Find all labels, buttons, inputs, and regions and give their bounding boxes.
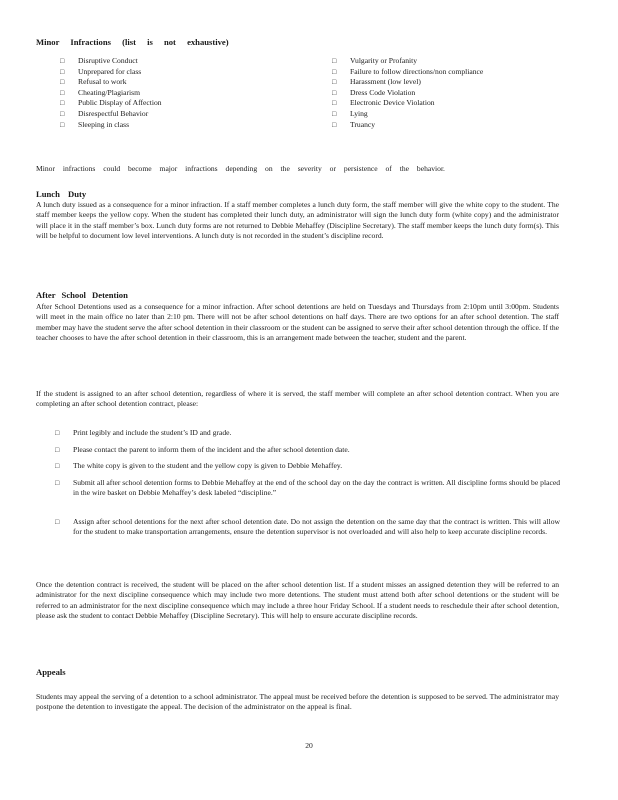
list-item: □ Harassment (low level) [332, 77, 421, 87]
checkbox-marker-icon: □ [332, 67, 337, 76]
checkbox-marker-icon: □ [55, 462, 60, 470]
checkbox-marker-icon: □ [60, 109, 65, 118]
detention-paragraph-3: Once the detention contract is received, the student will be placed on the after school detention list. If a student misses an assigned detention they will be referred to an administrator for the next discipline consequence which may include two more detentions. The student must attend both after school detentions or the student will be referred to an administrator for the next discipline consequence which may include a three hour Friday School. If a student needs to reschedule their after school detention, please ask the student to contact Debbie Mehaffey (Discipline Secretary). This will help to ensure accurate discipline records. [36, 580, 559, 621]
list-item: □ Failure to follow directions/non compliance [332, 66, 484, 76]
infractions-right-list [332, 56, 562, 130]
list-item: □ Cheating/Plagiarism [60, 87, 141, 97]
list-item: □ Public Display of Affection [60, 98, 162, 108]
list-item: □ Lying [332, 108, 368, 118]
list-item: □ Dress Code Violation [332, 87, 416, 97]
infractions-heading: Minor Infractions (list is not exhaustive) [36, 37, 229, 47]
checkbox-marker-icon: □ [332, 88, 337, 97]
checkbox-marker-icon: □ [55, 446, 60, 454]
detention-paragraph-2: If the student is assigned to an after school detention, regardless of where it is served, the staff member will complete an after school detention contract. When you are completing an after school detention contract, please: [36, 389, 559, 409]
checkbox-marker-icon: □ [332, 109, 337, 118]
checkbox-marker-icon: □ [332, 99, 337, 108]
checkbox-marker-icon: □ [60, 57, 65, 65]
list-item: □ Assign after school detentions for the next after school detention date. Do not assign the detention on the same day that the contract is written. This will allow for the student to make transportation arrangements, ensure the detention supervisor is not overloaded and will also help to keep accurate discipline records. [55, 517, 560, 537]
list-item: □ Disrespectful Behavior [60, 108, 149, 118]
detention-paragraph-1: After School Detentions used as a consequence for a minor infraction. After school detentions are held on Tuesdays and Thursdays from 2:10pm until 3:00pm. Students will meet in the main office no later than 2:10 pm. There will not be after school detentions on half days. There are two options for an after school detention. The staff member may have the student serve the after school detention in their classroom or the student can be assigned to serve their after school detention through the office. If the teacher chooses to have the after school detention in their classroom, this is an arrangement made between the teacher, student and the parent. [36, 302, 559, 343]
checkbox-marker-icon: □ [60, 88, 65, 97]
checkbox-marker-icon: □ [332, 57, 337, 65]
checkbox-marker-icon: □ [60, 67, 65, 76]
checkbox-marker-icon: □ [55, 429, 60, 437]
list-item: □ Refusal to work [60, 77, 127, 87]
list-item: □ Disruptive Conduct [60, 56, 138, 65]
list-item: □ Electronic Device Violation [332, 98, 435, 108]
lunch-duty-paragraph: A lunch duty issued as a consequence for a minor infraction. If a staff member completes a lunch duty form, the staff member will give the white copy to the student. The staff member keeps the yellow copy. When the student has completed their lunch duty, an administrator will sign the lunch duty form (white copy) and the administrator will place it in the staff member’s box. Lunch duty forms are not returned to Debbie Mehaffey (Discipline Secretary). The staff member keeps the lunch duty form(s). This will be helpful to document low level interventions. A lunch duty is not recorded in the student’s discipline record. [36, 200, 559, 241]
checkbox-marker-icon: □ [60, 99, 65, 108]
list-item: □ Vulgarity or Profanity [332, 56, 418, 65]
checkbox-marker-icon: □ [332, 78, 337, 87]
infractions-note: Minor infractions could become major infractions depending on the severity or persistence of the behavior. [36, 164, 445, 173]
list-item: □ Unprepared for class [60, 66, 142, 76]
checkbox-marker-icon: □ [55, 479, 60, 487]
list-item: □ Submit all after school detention forms to Debbie Mehaffey at the end of the school day on the day the contract is written. All discipline forms should be placed in the wire basket on Debbie Mehaffey’s desk labeled “discipline.” [55, 478, 560, 498]
appeals-paragraph: Students may appeal the serving of a detention to a school administrator. The appeal must be received before the detention is supposed to be served. The administrator may postpone the detention to investigate the appeal. The decision of the administrator on the appeal is final. [36, 692, 559, 712]
checkbox-marker-icon: □ [332, 120, 337, 129]
appeals-heading: Appeals [36, 667, 66, 677]
list-item: □ Print legibly and include the student’s ID and grade. [55, 428, 232, 437]
checkbox-marker-icon: □ [60, 120, 65, 129]
lunch-duty-heading: Lunch Duty [36, 189, 87, 199]
list-item: □ Truancy [332, 119, 376, 129]
infractions-left-list [60, 56, 310, 130]
detention-heading: After School Detention [36, 290, 128, 300]
list-item: □ Please contact the parent to inform them of the incident and the after school detention date. [55, 445, 350, 454]
page-number: 20 [305, 741, 313, 750]
list-item: □ The white copy is given to the student and the yellow copy is given to Debbie Mehaffey. [55, 461, 343, 470]
checkbox-marker-icon: □ [55, 518, 60, 526]
list-item: □ Sleeping in class [60, 119, 130, 129]
checkbox-marker-icon: □ [60, 78, 65, 87]
